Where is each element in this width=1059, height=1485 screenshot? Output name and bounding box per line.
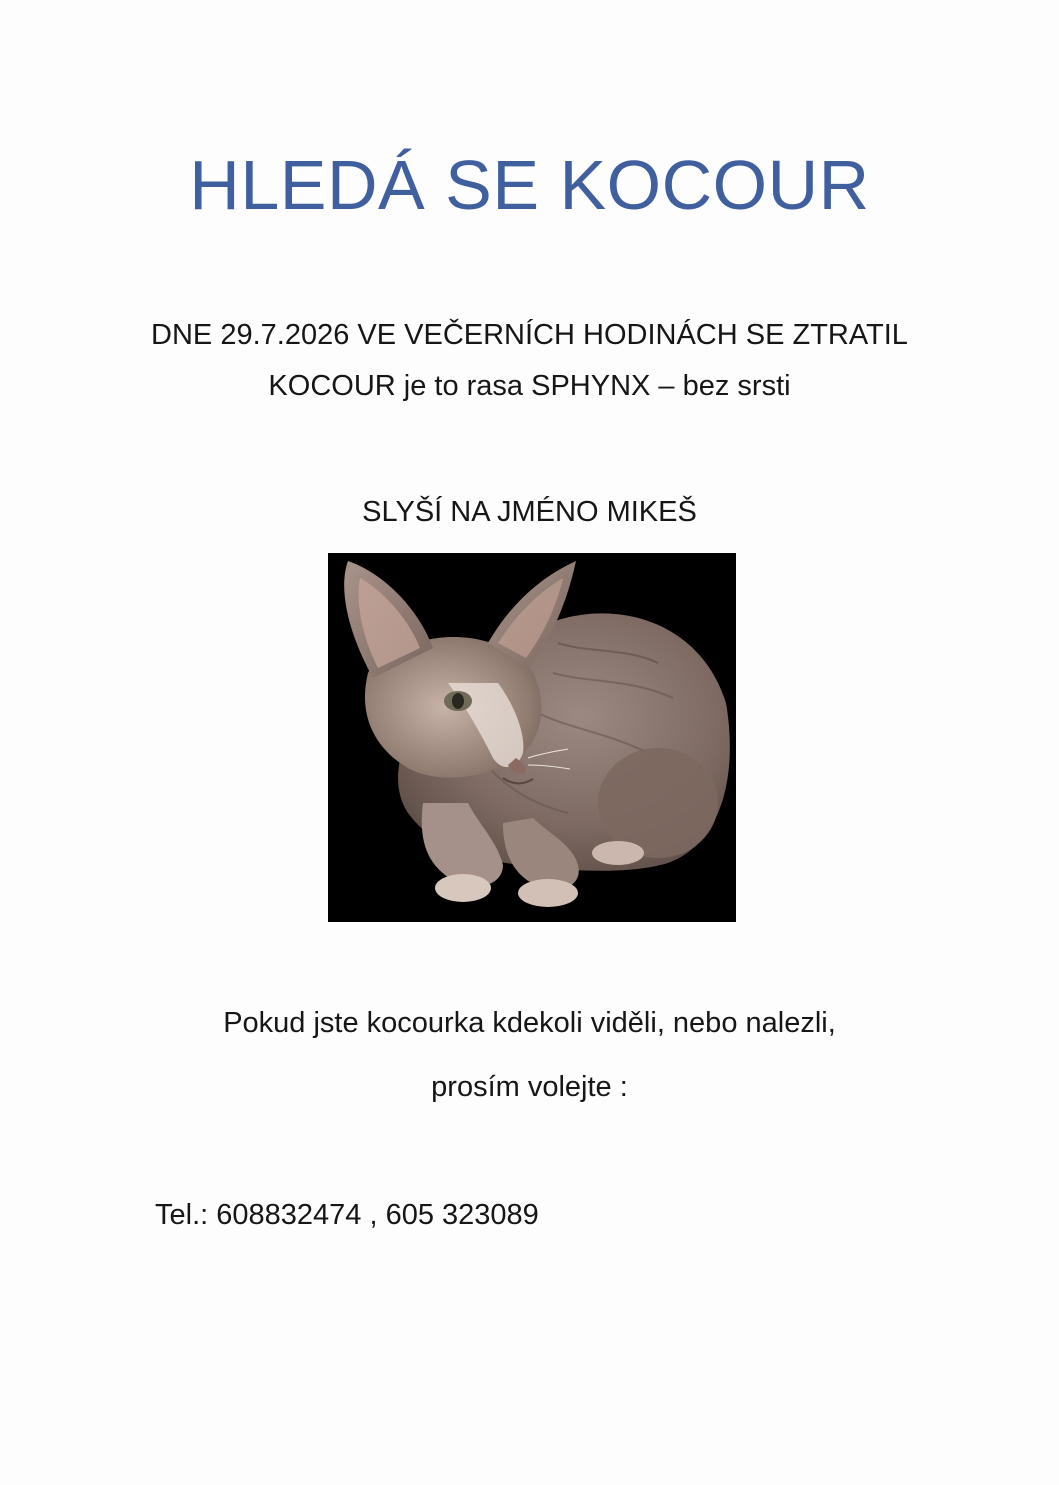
request-line-1: Pokud jste kocourka kdekoli viděli, nebo nalezli, xyxy=(223,1007,836,1039)
cat-photo xyxy=(328,553,736,922)
phone-numbers: Tel.: 608832474 , 605 323089 xyxy=(155,1199,539,1231)
poster-title: HLEDÁ SE KOCOUR xyxy=(189,146,870,224)
request-line-2: prosím volejte : xyxy=(431,1071,628,1103)
lost-date-line: DNE 29.7.2026 VE VEČERNÍCH HODINÁCH SE ZTRATIL xyxy=(151,319,908,351)
cat-name-line: SLYŠÍ NA JMÉNO MIKEŠ xyxy=(362,496,697,528)
breed-line: KOCOUR je to rasa SPHYNX – bez srsti xyxy=(268,370,791,402)
